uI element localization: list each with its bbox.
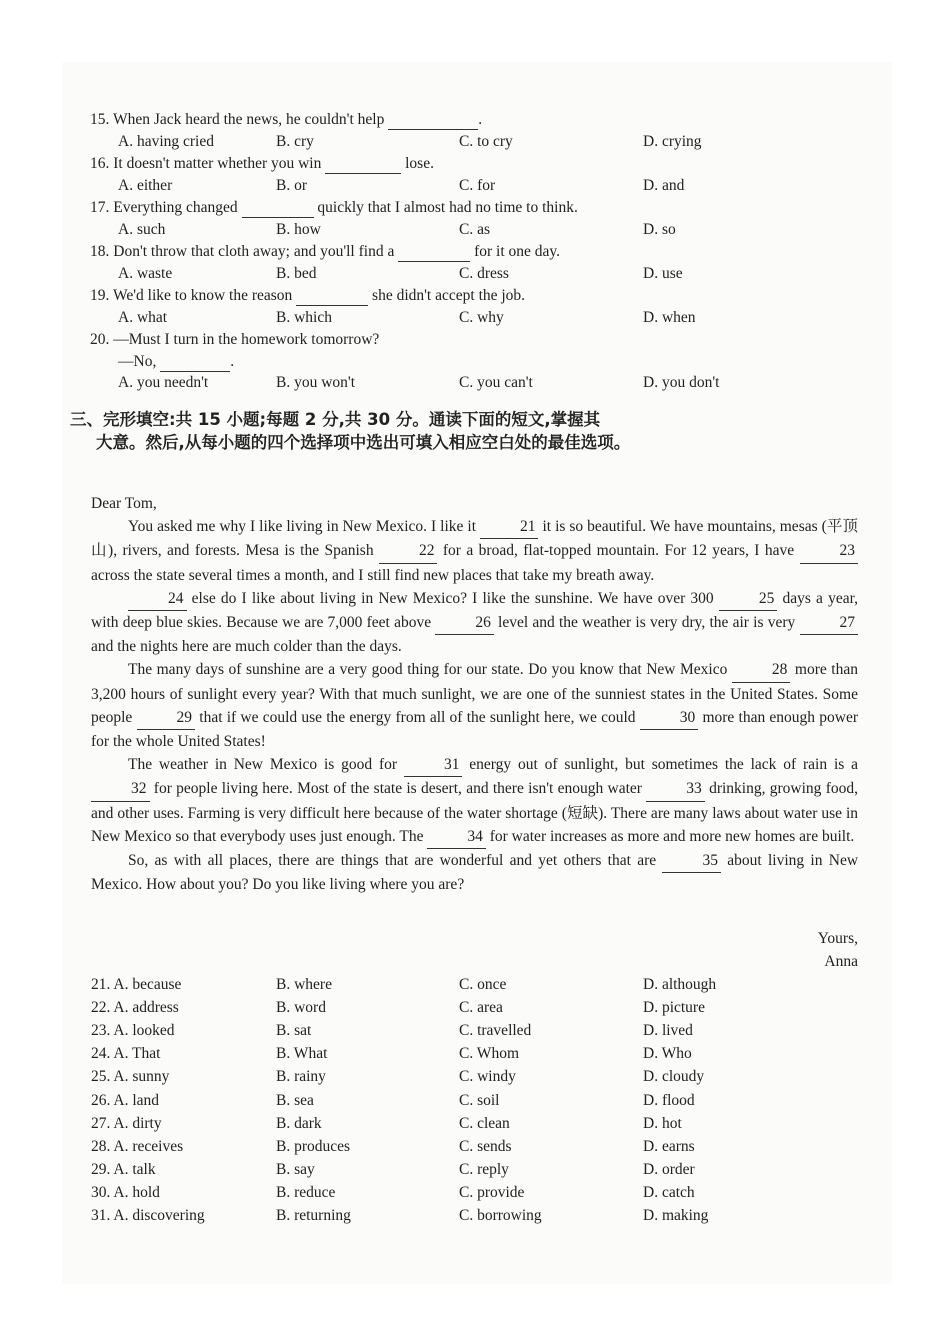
choice-26-c: C. soil [459, 1091, 500, 1109]
text: energy out of sunlight, but sometimes the lack of rain is a [469, 756, 859, 774]
question-stem-end: . [478, 111, 483, 128]
choice-27-b: B. dark [276, 1114, 322, 1132]
option-a: A. having cried [118, 133, 214, 150]
choice-22-a: 22. A. address [91, 999, 179, 1017]
text: for people living here. Most of the state is desert, and there isn't enough water [153, 780, 642, 798]
choice-22-c: C. area [459, 999, 503, 1017]
paragraph-4 [91, 753, 858, 849]
option-b: B. how [276, 221, 321, 238]
question-stem-end: lose. [405, 155, 434, 172]
choice-24-d: D. Who [643, 1045, 692, 1063]
blank-33: 33 [646, 777, 705, 801]
choice-21-a: 21. A. because [91, 976, 182, 993]
text: So, as with all places, there are things that are wonderful and yet others that are [128, 852, 657, 870]
choice-29-b: B. say [276, 1160, 315, 1178]
option-c: C. dress [459, 265, 509, 282]
choice-21-b: B. where [276, 976, 332, 993]
choice-30-b: B. reduce [276, 1183, 336, 1201]
paragraph-5 [91, 849, 858, 896]
option-c: C. you can't [459, 374, 533, 391]
blank-35: 35 [662, 849, 721, 873]
blank-24: 24 [128, 587, 187, 611]
text: more than 3,200 hours of sunlight every year? With that much sunlight, we are one of the sunniest states in the United States. Some people [91, 661, 858, 726]
option-b: B. you won't [276, 374, 356, 391]
option-b: B. bed [276, 265, 317, 282]
answer-blank [160, 353, 230, 372]
blank-21: 21 [480, 515, 539, 539]
greeting: Dear Tom, [91, 495, 157, 512]
section-heading-line1: 三、完形填空:共 15 小题;每题 2 分,共 30 分。通读下面的短文,掌握其 [70, 410, 601, 429]
choice-23-a: 23. A. looked [91, 1022, 175, 1040]
option-b: B. which [276, 309, 332, 326]
text: days a year, with deep blue skies. Because we are 7,000 feet above [91, 589, 859, 632]
choice-29-d: D. order [643, 1160, 695, 1178]
text: You asked me why I like living in New Mexico. I like it [128, 518, 476, 536]
choice-27-a: 27. A. dirty [91, 1114, 162, 1132]
option-c: C. to cry [459, 133, 513, 150]
option-d: D. and [643, 177, 685, 194]
text: across the state several times a month, and I still find new places that take my breath away. [91, 566, 655, 584]
answer-blank [388, 111, 478, 130]
answer-blank [296, 287, 368, 306]
question-stem-end: quickly that I almost had no time to think. [317, 199, 578, 216]
option-a: A. you needn't [118, 374, 209, 391]
choice-27-c: C. clean [459, 1114, 510, 1132]
text: it is so beautiful. We have mountains, mesas (平顶山), rivers, and forests. Mesa is the Spanish [91, 518, 858, 560]
text: level and the weather is very dry, the air is very [498, 614, 796, 632]
answer-blank [242, 199, 314, 218]
choice-28-b: B. produces [276, 1137, 351, 1155]
option-b: B. or [276, 177, 307, 194]
choice-23-c: C. travelled [459, 1022, 532, 1040]
choice-26-d: D. flood [643, 1091, 695, 1109]
text: The weather in New Mexico is good for [128, 756, 398, 774]
text: and the nights here are much colder than the days. [91, 638, 402, 656]
choice-26-a: 26. A. land [91, 1091, 160, 1109]
choice-31-b: B. returning [276, 1207, 351, 1224]
choice-28-c: C. sends [459, 1137, 512, 1155]
question-stem: 18. Don't throw that cloth away; and you'll find a [90, 243, 395, 260]
choice-25-a: 25. A. sunny [91, 1068, 170, 1086]
question-18 [90, 243, 560, 262]
choice-31-c: C. borrowing [459, 1207, 542, 1224]
choice-28-a: 28. A. receives [91, 1137, 184, 1155]
text: that if we could use the energy from all of the sunlight here, we could [199, 708, 636, 726]
question-stem-end: for it one day. [474, 243, 561, 260]
question-15 [90, 111, 482, 130]
choice-25-b: B. rainy [276, 1068, 326, 1086]
question-stem: 16. It doesn't matter whether you win [90, 155, 322, 172]
text: drinking, growing food, and other uses. Farming is very difficult here because of the water shortage (短缺). There are many laws about water use in New Mexico so that everybody uses just enough. The [91, 780, 858, 845]
option-d: D. so [643, 221, 676, 238]
choice-29-a: 29. A. talk [91, 1160, 156, 1178]
question-stem: 19. We'd like to know the reason [90, 287, 293, 304]
text: for water increases as more and more new homes are built. [489, 827, 855, 845]
choice-30-c: C. provide [459, 1183, 525, 1201]
blank-29: 29 [137, 706, 196, 730]
answer-blank [398, 243, 470, 262]
blank-28: 28 [732, 658, 791, 682]
blank-23: 23 [800, 539, 859, 563]
section-heading [70, 408, 650, 454]
choice-31-d: D. making [643, 1207, 709, 1224]
text: for a broad, flat-topped mountain. For 12 years, I have [442, 542, 795, 560]
choice-22-b: B. word [276, 999, 326, 1017]
choice-30-d: D. catch [643, 1183, 695, 1201]
paragraph-3 [91, 658, 858, 753]
text: The many days of sunshine are a very good thing for our state. Do you know that New Mexico [128, 661, 728, 679]
choice-25-c: C. windy [459, 1068, 516, 1086]
question-17 [90, 199, 578, 218]
choice-21-c: C. once [459, 976, 507, 993]
option-d: D. use [643, 265, 683, 282]
question-20-reply [118, 353, 234, 372]
question-stem: 15. When Jack heard the news, he couldn't help [90, 111, 385, 128]
choice-27-d: D. hot [643, 1114, 682, 1132]
signature: Anna [824, 953, 858, 970]
choice-31-a: 31. A. discovering [91, 1207, 205, 1224]
question-20: 20. —Must I turn in the homework tomorrow? [90, 331, 380, 348]
option-d: D. you don't [643, 374, 720, 391]
choice-25-d: D. cloudy [643, 1068, 705, 1086]
blank-30: 30 [640, 706, 699, 730]
choice-24-b: B. What [276, 1045, 328, 1063]
cloze-passage [91, 492, 858, 896]
option-d: D. crying [643, 133, 702, 150]
option-d: D. when [643, 309, 696, 326]
question-stem-end: she didn't accept the job. [372, 287, 526, 304]
paragraph-2 [91, 587, 858, 659]
blank-25: 25 [719, 587, 778, 611]
option-a: A. waste [118, 265, 173, 282]
answer-blank [325, 155, 401, 174]
section-heading-rest: 大意。然后,从每小题的四个选择项中选出可填入相应空白处的最佳选项。 [96, 433, 631, 452]
text: about living in New Mexico. How about you? Do you like living where you are? [91, 852, 859, 894]
text: else do I like about living in New Mexico? I like the sunshine. We have over 300 [191, 589, 714, 607]
closing: Yours, [817, 930, 858, 947]
blank-22: 22 [379, 539, 438, 563]
question-16 [90, 155, 434, 174]
option-b: B. cry [276, 133, 314, 150]
option-a: A. what [118, 309, 168, 326]
blank-32: 32 [91, 777, 150, 801]
blank-31: 31 [404, 753, 463, 777]
choice-24-c: C. Whom [459, 1045, 519, 1063]
question-19 [90, 287, 525, 306]
choice-21-d: D. although [643, 976, 717, 993]
option-c: C. as [459, 221, 490, 238]
option-a: A. either [118, 177, 173, 194]
option-c: C. why [459, 309, 504, 326]
option-a: A. such [118, 221, 166, 238]
choice-29-c: C. reply [459, 1160, 509, 1178]
question-stem: 17. Everything changed [90, 199, 238, 216]
reply-text: —No, [118, 353, 157, 370]
choice-26-b: B. sea [276, 1091, 314, 1109]
paragraph-1 [91, 515, 858, 587]
reply-end: . [230, 353, 235, 370]
choice-24-a: 24. A. That [91, 1045, 161, 1063]
option-c: C. for [459, 177, 496, 194]
choice-30-a: 30. A. hold [91, 1183, 160, 1201]
choice-28-d: D. earns [643, 1137, 695, 1155]
text: more than enough power for the whole United States! [91, 708, 859, 751]
choice-22-d: D. picture [643, 999, 705, 1017]
blank-34: 34 [427, 825, 486, 849]
choice-23-b: B. sat [276, 1022, 312, 1040]
blank-26: 26 [435, 611, 494, 635]
blank-27: 27 [800, 611, 859, 635]
choice-23-d: D. lived [643, 1022, 693, 1040]
